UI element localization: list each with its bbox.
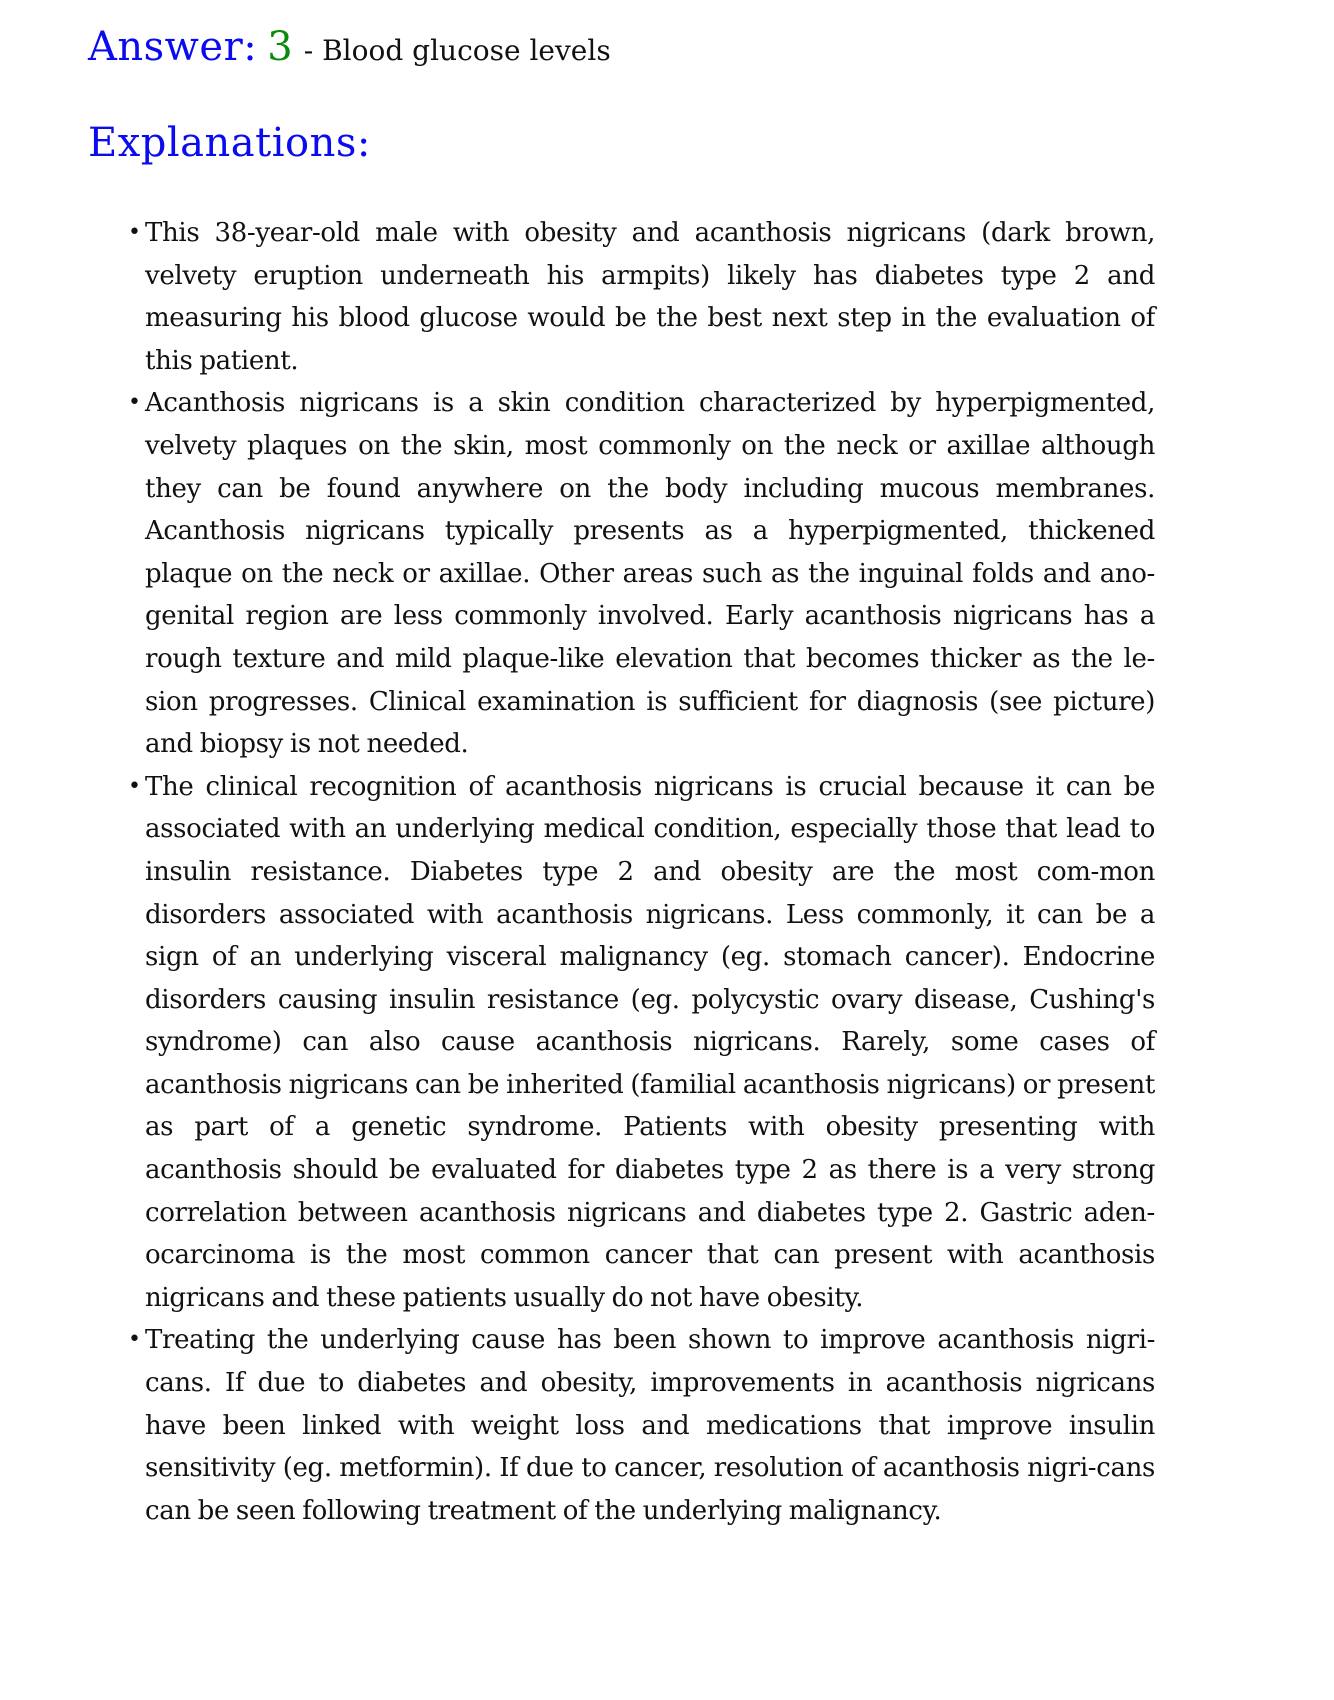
explanation-item [128, 766, 1155, 1320]
explanation-text: Acanthosis nigricans is a skin condition characterized by hyperpigmented, velvety plaques on the skin, most commonly on the neck or axillae although they can be found anywhere on the body including mucous membranes. Acanthosis nigricans typically presents as a hyperpigmented, thickened plaque on the neck or axillae. Other areas such as the inguinal folds and ano-genital region are less commonly involved. Early acanthosis nigricans has a rough texture and mild plaque-like elevation that becomes thicker as the le-sion progresses. Clinical examination is sufficient for diagnosis (see picture) and biopsy is not needed. [145, 388, 1155, 760]
explanation-item [128, 382, 1155, 765]
bullet-icon: • [128, 773, 141, 799]
explanation-list [128, 212, 1155, 1532]
explanation-item [128, 212, 1155, 382]
bullet-icon: • [128, 1327, 141, 1353]
explanation-text: This 38-year-old male with obesity and acanthosis nigricans (dark brown, velvety eruption underneath his armpits) likely has diabetes type 2 and measuring his blood glucose would be the best next step in the evaluation of this patient. [145, 218, 1155, 376]
bullet-icon: • [128, 390, 141, 416]
bullet-icon: • [128, 220, 141, 245]
answer-text: - Blood glucose levels [303, 34, 611, 67]
answer-line [88, 24, 611, 70]
explanations-heading: Explanations: [88, 120, 371, 166]
explanation-item [128, 1319, 1155, 1532]
explanation-text: The clinical recognition of acanthosis nigricans is crucial because it can be associated with an underlying medical condition, especially those that lead to insulin resistance. Diabetes type 2 and obesity are the most com-mon disorders associated with acanthosis nigricans. Less commonly, it can be a sign of an underlying visceral malignancy (eg. stomach cancer). Endocrine disorders causing insulin resistance (eg. polycystic ovary disease, Cushing's syndrome) can also cause acanthosis nigricans. Rarely, some cases of acanthosis nigricans can be inherited (familial acanthosis nigricans) or present as part of a genetic syndrome. Patients with obesity presenting with acanthosis should be evaluated for diabetes type 2 as there is a very strong correlation between acanthosis nigricans and diabetes type 2. Gastric aden-ocarcinoma is the most common cancer that can present with acanthosis nigricans and these patients usually do not have obesity. [145, 771, 1155, 1313]
explanation-text: Treating the underlying cause has been shown to improve acanthosis nigri-cans. If due to diabetes and obesity, improvements in acanthosis nigricans have been linked with weight loss and medications that improve insulin sensitivity (eg. metformin). If due to cancer, resolution of acanthosis nigri-cans can be seen following treatment of the underlying malignancy. [145, 1325, 1155, 1526]
answer-number: 3 [267, 24, 293, 70]
answer-label: Answer: [88, 24, 258, 70]
